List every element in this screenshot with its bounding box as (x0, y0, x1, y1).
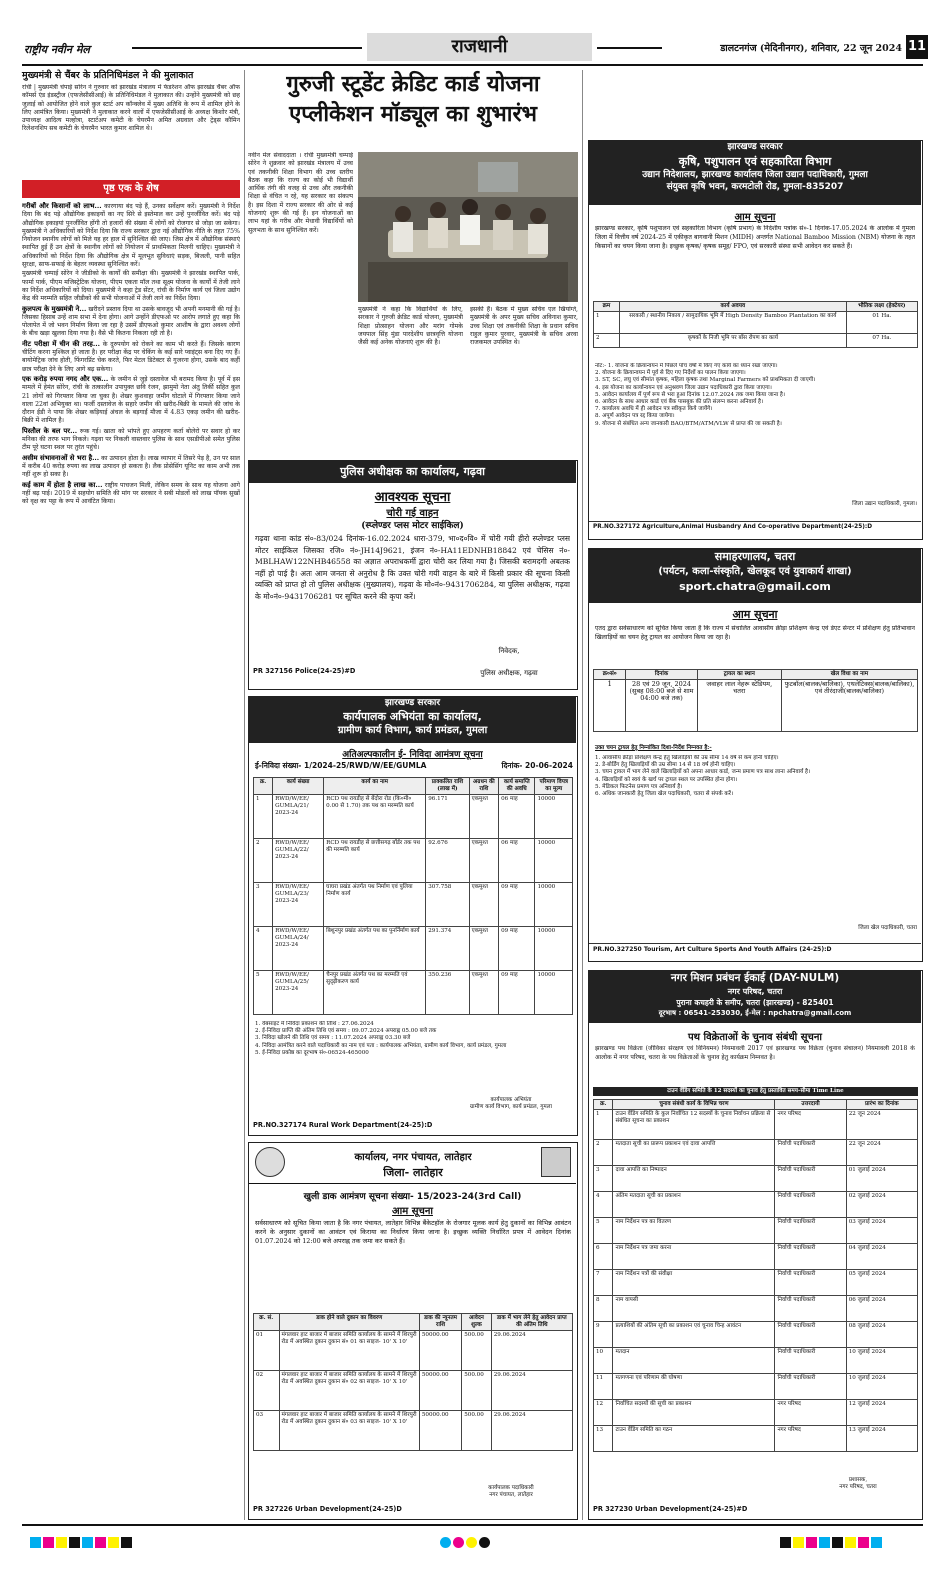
story-headline: मुख्यमंत्री से चैंबर के प्रतिनिधिमंडल ने की मुलाकात (22, 70, 194, 81)
agri-gov: झारखण्ड सरकार (727, 142, 783, 152)
lead-headline-2: एप्लीकेशन मॉड्यूल का शुभारंभ (289, 101, 537, 127)
page-number: 11 (906, 35, 928, 59)
chatra-signature: जिला खेल पदाधिकारी, चतरा (858, 925, 917, 931)
table-row: 3 दावा आपत्ति का निष्पादन निर्वाची पदाधिकारी 01 जुलाई 2024 (594, 1166, 918, 1192)
table-row: 9 प्रत्याशियों की अंतिम सूची का प्रकाशन एवं चुनाव चिन्ह आवंटन निर्वाची पदाधिकारी 08 जुलाई 2024 (594, 1322, 918, 1348)
rwd-dates: 1. वेबसाइट में निविदा प्रकाशन की तिथि : 27.06.2024 2. ई-निविदा प्राप्ति की अंतिम तिथि एवं समय : 09.07.2024 अपराह्न 05.00 बजे तक 3. निविदा खोलने की तिथि एवं समय : 11.07.2024 अपराह्न 03.30 बजे 4. निविदा आमंत्रित करने वाले पदाधिकारी का नाम एवं पता : कार्यपालक अभियंता, ग्रामीण कार्य विभाग, कार्य प्रमंडल, गुमला 5. ई-निविदा प्रकोष्ठ का दूरभाष सं०-06524-465000 (255, 1021, 507, 1056)
nulm-signature: प्रशासक, नगर परिषद, चतरा (839, 1477, 877, 1491)
table-row: 4 अंतिम मतदाता सूची का प्रकाशन निर्वाची पदाधिकारी 02 जुलाई 2024 (594, 1192, 918, 1218)
rwd-ref-date: दिनांक- 20-06-2024 (501, 761, 573, 770)
police-office: पुलिस अधीक्षक का कार्यालय, गढ़वा (249, 461, 576, 483)
nulm-body: झारखण्ड पथ विक्रेता (जीविका संरक्षण एवं विनियमन) नियमावली 2017 एवं झारखण्ड पथ विक्रेता (चुनाव संचालन) नियमावली 2018 के आलोक में नगर परिषद, चतरा के पथ विक्रेताओं के चुनाव हेतु कार्यक्रम निम्नवत है। (595, 1045, 915, 1061)
rwd-th-code: कार्य संख्या (273, 778, 324, 795)
rwd-title: अतिअल्पकालीन ई- निविदा आमंत्रण सूचना (342, 750, 483, 760)
color-registration-strip-right (780, 1533, 920, 1545)
chatra-table: क्र०सं० दिनांक ट्रायल का स्थान खेल विधा का नाम 1 28 एवं 29 जून, 2024 (सुबह 08:00 बजे से शाम 04:00 बजे तक) जवाहर लाल नेहरू स्टेडियम, चतरा फुटबॉल(बालक/बालिका), एथलेटिक्स(बालक/बालिका), एवं तीरंदाजी(बालक/बालिका) (593, 669, 918, 732)
latehar-table: क्र. सं. डाक होने वाले दुकान का विवरण डाक की न्यूनतम राशि आवेदन शुल्क डाक में भाग लेने हेतु आवेदन प्राप्त की अंतिम तिथि 01 मंगलवार हाट बाजार में बाजार समिति कार्यालय के सामने में शिरपुरी रोड में अवस्थित दुकान दुकान सं० 01 का साइज- 10' X 10' 50000.00 500.00 29.06.2024 02 मंगलवार हाट बाजार में बाजार समिति कार्यालय के सामने में शिरपुरी रोड में अवस्थित दुकान दुकान सं० 02 का साइज- 10' X 10' 50000.00 500.00 29.06.2024 03 मंगलवार हाट बाजार में बाजार समिति कार्यालय के सामने में शिरपुरी रोड में अवस्थित दुकान दुकान सं० 03 का साइज- 10' X 10' 50000.00 500.00 29.06.2024 (253, 1313, 573, 1451)
meeting-photo (358, 152, 578, 302)
latehar-signature: कार्यपालक पदाधिकारी नगर पंचायत, लातेहार (488, 1485, 534, 1499)
police-title: आवश्यक सूचना (374, 490, 451, 505)
agri-office: उद्यान निदेशालय, झारखण्ड कार्यालय जिला उद्यान पदाधिकारी, गुमला (642, 170, 868, 180)
chatra-rules: 1. आवासीय क्रीड़ा प्रशिक्षण केन्द्र हेतु खिलाड़ियों की उम्र सीमा 14 वर्ष से कम होनी चाहिए। 2. डे-बोर्डिंग हेतु खिलाड़ियों की उम्र सीमा 14 से 18 वर्ष होनी चाहिए। 3. चयन ट्रायल में भाग लेने वाले खिलाड़ियों को अपना आधार कार्ड, जन्म प्रमाण पत्र साथ लाना अनिवार्य है। 4. खिलाड़ियों को स्वयं के खर्च पर ट्रायल स्थल पर उपस्थित होना होगा। 5. मेडिकल फिटनेस प्रमाण पत्र अनिवार्य है। 6. अधिक जानकारी हेतु जिला खेल पदाधिकारी, चतरा से संपर्क करें। (595, 755, 811, 798)
latehar-pr: PR 327226 Urban Development(24-25)D (253, 1505, 402, 1513)
table-row: 7 नाम निर्देशन पत्रों की संवीक्षा निर्वाची पदाधिकारी 05 जुलाई 2024 (594, 1270, 918, 1296)
rwd-ref: ई-निविदा संख्या- 1/2024-25/RWD/W/EE/GUMLA (255, 761, 427, 770)
rwd-notice (248, 696, 578, 1136)
rwd-gov: झारखण्ड सरकार (384, 698, 441, 708)
agri-pr: PR.NO.327172 Agriculture,Animal Husbandry And Co-operative Department(24-25):D (589, 521, 921, 532)
rwd-table-wrap (253, 777, 573, 1017)
table-row: 10 मतदान निर्वाची पदाधिकारी 10 जुलाई 2024 (594, 1348, 918, 1374)
lead-col-3: इसकी हैं। बैठक में मुख्य सचिव एल खियांग्ते, मुख्यमंत्री के अपर मुख्य सचिव अविनाश कुमार, उच्च शिक्षा एवं तकनीकी शिक्षा के प्रधान सचिव राहुल कुमार पुरवार, मुख्यमंत्री के सचिव अरवा राजकमल उपस्थित थे। (470, 306, 578, 347)
nulm-timeline-label: टाउन वेंडिंग समिति के 12 सदस्यों का चुनाव हेतु प्रस्तावित समय-सीमा Time Line (593, 1087, 918, 1096)
agri-body: झारखण्ड सरकार, कृषि पशुपालन एवं सहकारिता विभाग (कृषि प्रभाग) के निदेशीय पत्रांक सं०-1 दिनांक-17.05.2024 के आलोक में गुमला जिला में वित्तीय वर्ष 2024-25 में एकीकृत बागवानी मिशन (MIDH) अन्तर्गत National Bamboo Mission (NBM) योजना के तहत किसानों का चयन किया जाना है। इच्छुक कृषक/ कृषक समूह/ FPO, एवं सरकारी संस्था सभी आवेदन कर सकते हैं। (595, 225, 915, 250)
color-registration-strip-left (30, 1533, 170, 1545)
nagar-emblem-right (541, 1147, 571, 1177)
latehar-subtitle: आम सूचना (392, 1206, 433, 1217)
table-row: 3 RWD/W/EE/ GUMLA/23/ 2023-24 घाघरा प्रखंड अंतर्गत पथ निर्माण एवं पुलिया निर्माण कार्य 307.758 एकमुश्त 09 माह 10000 (254, 883, 573, 927)
rwd-office: कार्यपालक अभियंता का कार्यालय, (343, 710, 482, 723)
rwd-pr: PR.NO.327174 Rural Work Department(24-25):D (253, 1121, 433, 1129)
lead-col-2: मुख्यमंत्री ने कहा कि विद्यार्थियों के लिए, सरकार ने गुरुजी क्रेडिट कार्ड योजना, मुख्यमंत्री शिक्षा प्रोत्साहन योजना और मरांग गोमके जयपाल सिंह मुंडा पारदेशीय छात्रवृत्ति योजना जैसी कई अनेक योजनाएं शुरू की है। (358, 306, 463, 347)
chatra-title: आम सूचना (732, 608, 778, 621)
latehar-district: जिला- लातेहार (383, 1166, 443, 1179)
nulm-office: नगर परिषद, चतरा (727, 987, 783, 996)
latehar-notice (248, 1142, 578, 1520)
left-column (22, 70, 240, 1520)
continued-text: गरीबों और किसानों को लाभ... कारगाया बंद पड़े हैं, उनका सर्वेक्षण करें। मुख्यमंत्री ने निर्देश दिया कि बंद पड़े औद्योगिक इकाइयों का नए सिरे से इस्तेमाल कर उन्हें पुनर्जीवित करें। बंद पड़े औद्योगिक इकाइयां पुनर्जीवित होंगी तो हजारों की संख्या में लोगों को रोजगार से जोड़ा जा सकेगा। मुख्यमंत्री ने अधिकारियों को निर्देश दिया कि राज्य सरकार द्वारा नई औद्योगिक नीति के तहत 75% नियोजन स्थानीय लोगों को मिले यह हर हाल में सुनिश्चित की जाए। जिस क्षेत्र में औद्योगिक संस्थाएं स्थापित हुई हैं उन क्षेत्रों के स्थानीय लोगों को नियोजन में प्राथमिकता मिलनी चाहिए। मुख्यमंत्री ने अधिकारियों को निर्देश दिया कि औद्योगिक क्षेत्र में मूलभूत सुविधाएं सड़क, बिजली, पानी सहित सुरक्षा, साफ-सफाई के बेहतर व्यवस्था सुनिश्चित करें। मुख्यमंत्री चम्पाई सोरेन ने जीडीको के कार्यों की समीक्षा की। मुख्यमंत्री ने झारखंड स्थापित पार्क, फार्मा पार्क, पीएम मजिस्ट्रेटिक योजना, पीएम एकता मॉल तथा सूक्ष्म योजना के कार्यों में तेजी लाने का निर्देश अधिकारियों को दिया। मुख्यमंत्री ने कहा ट्रेड सेंटर, रांची के निर्माण कार्य एवं जिला उद्योग केंद्र की मरम्मति सहित जीडीको की सभी योजनाओं में तेजी लाने का निर्देश दिया। कुलपत्य के मुख्यमंत्री ने... खरीदने प्रस्ताव दिया था उसके बावजूद भी अपनी मनमानी की गई है। जिसका हिसाब उन्हें शाम सभा में देना होगा। आगे उन्होंने डीएफओ पर आरोप लगाते हुए कहा कि पोलापेत में जो भवन निर्माण किया जा रहा है उसमें डीएफओ कुमार आशीष के द्वारा अवश्य लोगों के बीच खड़ा खुलवा दिया गया है। वैसे भी कितना निकला रही तो है। नीट परीक्षा में चीन की तरह... के दुरुपयोग को रोकने का काम भी करते हैं। जिसके कारण चीटिंग करना मुश्किल हो जाता है। हर परीक्षा केंद्र पर चेकिंग के कई सारे प्वाइंट्स बना दिए गए हैं। बायोमेट्रिक जांच होती, फिंगरप्रिंट चेक करते, फिर मेटल डिटेक्टर से गुजरना होगा, उसके बाद कहीं छात्र परीक्षा देने के लिए आगे बढ़ सकेगा। एक करोड़ रुपया नगद और एक... के जमीन से जुड़े दस्तावेज भी बरामद किया है। पूर्व में इस मामले में हेमंत सोरेन, रांची के तत्कालीन उपायुक्त छवि रंजन, झामुमो नेता अंतु तिर्की सहित कुल 21 लोगों को गिरफ्तार किया जा चुका है। शेखर कुशवाहा जमीन घोटाले में गिरफ्तार किया जाने वाला 22वां अभियुक्त था। फर्जी दस्तावेज के सहारे जमीन की खरीद-बिक्री के मामले की जांच के दौरान ईडी ने पाया कि शेखर कड़ियाई अंचल के बड़गाईं मौजा में 4.83 एकड़ जमीन की खरीद-बिक्री में शामिल है। पिस्तौल के बल पर... रूक गई। खाता को भांपते हुए अपहरण कर्ता बोलेरो पर सवार हो कर मनिका की तरफ भाग निकले। गढ़वा पर निकली वास्तवार पुलिस के साथ एसडीपीओ समेत पुलिस टीम पूरे घटना स्थल पर तुरंत पहुंचे। असीम संभावनाओं से भरा है... का उत्पादन होता है। लाख व्यापार में तिसरे पेड़ है, उन पर साल में करीब 40 करोड़ रुपया का लाख उत्पादन हो सकता है। लैक प्रोसेसिंग यूनिट का काम अभी तक नहीं शुरू हो सका है। कई काम में होता है लाख का... राष्ट्रीय पाचजन मिली, लेकिन समय के साथ यह योजना आगे नहीं बढ़ पाई। 2019 में सहयोग समिति की मांग पर सरकार ने सबी मोडलों को लाख पॉयक सुखों को वृक्ष का पट्टा के रूप में आवंटित किया। (22, 202, 240, 506)
latehar-body: सर्वसाधारण को सूचित किया जाता है कि नगर पंचायत, लातेहार विभिन्न बैंकेटहॉल के रोजगार मूलक कार्य हेतु दुकानों का विभिन्न आवंटन करने के अनुसार दुकानों का आवंटन एवं किराया का निर्धारण किया जाना है। इच्छुक व्यक्ति निर्धारित प्रपत्र में आवेदन दिनांक 01.07.2024 को 12:00 बजे अपराह्न तक जमा कर सकते हैं। (255, 1219, 571, 1245)
rwd-table (253, 777, 573, 1015)
police-subtitle-2: (स्प्लेण्डर प्लस मोटर साईकिल) (361, 521, 464, 531)
table-row: 03 मंगलवार हाट बाजार में बाजार समिति कार्यालय के सामने में शिरपुरी रोड में अवस्थित दुकान दुकान सं० 03 का साइज- 10' X 10' 50000.00 500.00 29.06.2024 (254, 1411, 573, 1451)
nulm-heading: पथ विक्रेताओं के चुनाव संबंधी सूचना (687, 1032, 822, 1043)
nulm-notice (588, 970, 923, 1520)
section-label: राजधानी (367, 33, 592, 61)
rwd-th-time: कार्य समाप्ति की अवधि (499, 778, 535, 795)
table-row: 13 टाउन वेंडिंग समिति का गठन नगर परिषद 13 जुलाई 2024 (594, 1426, 918, 1452)
table-row: 6 नाम निर्देशन पत्र जमा करना निर्वाची पदाधिकारी 04 जुलाई 2024 (594, 1244, 918, 1270)
nulm-table: क्र. चुनाव संबंधी कार्य के विभिन्न चरण उत्तरदायी प्रारंभ का दिनांक 1 टाउन वेंडिंग समिति के कुल निर्वाचित 12 सदस्यों के चुनाव निर्वाचन प्रक्रिया से संबंधित सूचना का प्रकाशन नगर परिषद 22 जून 2024 2 मतदाता सूची का प्रारूप प्रकाशन एवं दावा आपत्ति निर्वाची पदाधिकारी 22 जून 2024 3 दावा आपत्ति का निष्पादन निर्वाची पदाधिकारी 01 जुलाई 2024 4 अंतिम मतदाता सूची का प्रकाशन निर्वाची पदाधिकारी 02 जुलाई 2024 5 नाम निर्देशन पत्र का वितरण निर्वाची पदाधिकारी 03 जुलाई 2024 6 नाम निर्देशन पत्र जमा करना निर्वाची पदाधिकारी 04 जुलाई 2024 7 नाम निर्देशन पत्रों की संवीक्षा निर्वाची पदाधिकारी 05 जुलाई 2024 8 नाम वापसी निर्वाची पदाधिकारी 06 जुलाई 2024 9 प्रत्याशियों की अंतिम सूची का प्रकाशन एवं चुनाव चिन्ह आवंटन निर्वाची पदाधिकारी 08 जुलाई 2024 10 मतदान निर्वाची पदाधिकारी 10 जुलाई 2024 11 मतगणना एवं परिणाम की घोषणा निर्वाची पदाधिकारी 10 जुलाई 2024 12 निर्वाचित सदस्यों की सूची का प्रकाशन नगर परिषद 12 जुलाई 2024 13 टाउन वेंडिंग समिति का गठन नगर परिषद 13 जुलाई 2024 (593, 1099, 918, 1452)
table-row: 5 RWD/W/EE/ GUMLA/25/ 2023-24 चैनपुर प्रखंड अंतर्गत पथ का मरम्मति एवं सुदृढ़ीकरण कार्य 350.236 एकमुश्त 09 माह 10000 (254, 971, 573, 1015)
nulm-pr: PR 327230 Urban Development(24-25)#D (593, 1505, 748, 1513)
agri-table: क्रम कार्य अवयव भौतिक लक्ष्य (हेक्टेयर) 1 सरकारी / स्थानीय निकाय / सामुदायिक भूमि में High Density Bamboo Plantation का कार्य 01 Ha. 2 कृषकों के निजी भूमि पर बाँस रोपण का कार्य 07 Ha. (593, 301, 918, 348)
latehar-office: कार्यालय, नगर पंचायत, लातेहार (354, 1152, 472, 1163)
latehar-table-wrap (253, 1313, 573, 1483)
table-row: 4 RWD/W/EE/ GUMLA/24/ 2023-24 बिशुनपुर प्रखंड अंतर्गत पथ का पुनर्निर्माण कार्य 291.374 एकमुश्त 09 माह 10000 (254, 927, 573, 971)
nagar-emblem-left (255, 1147, 285, 1177)
story-body: रांची | मुख्यमंत्री चंपाई सोरेन ने गुरुवार को झारखंड मंत्रालय में फेडरेशन ऑफ झारखंड चैंबर ऑफ कॉमर्स एंड इंडस्ट्रीज (एफजेसीसीआई) के प्रतिनिधिमंडल ने मुलाकात की। उन्होंने मुख्यमंत्री को छह जुलाई को आयोजित होने वाले कुल स्टार्ट अप कॉन्क्लेव में मुख्य अतिथि के रूप में शामिल होने के लिए आमंत्रित किया। मुख्यमंत्री ने मुलाकात करने वालों में एफजेसीसीआई के अध्यक्ष किशोर मंत्री, उपाध्यक्ष आदित्य मल्होत्रा, स्टार्टअप कमेटी के चेयरमैन अमित अग्रवाल और ट्रेड्स कौमिन रिलेशनशिप सब कमेटी के चेयरमैन भारत कुमार शामिल थे। (22, 84, 240, 133)
masthead (22, 33, 927, 63)
table-row: 02 मंगलवार हाट बाजार में बाजार समिति कार्यालय के सामने में शिरपुरी रोड में अवस्थित दुकान दुकान सं० 02 का साइज- 10' X 10' 50000.00 500.00 29.06.2024 (254, 1371, 573, 1411)
continued-banner: पृष्ठ एक के शेष (22, 180, 240, 198)
rwd-signature: कार्यपालक अभियंता ग्रामीण कार्य विभाग, कार्य प्रमंडल, गुमला (469, 1097, 552, 1111)
chatra-table-wrap (593, 669, 918, 741)
lead-story (248, 70, 578, 455)
chatra-notice (588, 548, 923, 962)
police-notice (248, 460, 578, 690)
rwd-th-earnest: अग्रधन की राशि (469, 778, 498, 795)
rwd-office-2: ग्रामीण कार्य विभाग, कार्य प्रमंडल, गुमला (337, 725, 488, 736)
police-signature-2: पुलिस अधीक्षक, गढ़वा (480, 669, 538, 677)
chatra-rules-head: उक्त चयन ट्रायल हेतु निम्नांकित दिशा-निर्देश निम्नवत है:- (595, 745, 712, 751)
chatra-office: समाहरणालय, चतरा (714, 550, 796, 563)
latehar-title: खुली डाक आमंत्रण सूचना संख्या- 15/2023-24(3rd Call) (303, 1192, 522, 1202)
police-subtitle: चोरी गई वाहन (386, 508, 439, 519)
table-row: 5 नाम निर्देशन पत्र का वितरण निर्वाची पदाधिकारी 03 जुलाई 2024 (594, 1218, 918, 1244)
agri-table-wrap (593, 301, 918, 361)
agri-dept: कृषि, पशुपालन एवं सहकारिता विभाग (678, 155, 832, 168)
chatra-email: sport.chatra@gmail.com (679, 580, 831, 593)
chatra-body: एतद द्वारा सर्वसाधारण को सूचित किया जाता है कि राज्य में संचालित आवासीय क्रीड़ा प्रशिक्षण केन्द्र एवं डेएट सेन्टर में प्रशिक्षण हेतु प्रतिभावान खिलाड़ियों का चयन हेतु ट्रायल का आयोजन किया जा रहा है। (595, 625, 915, 641)
dateline: डालटनगंज (मेदिनीनगर), शनिवार, 22 जून 2024 (720, 43, 902, 54)
table-row: 1 सरकारी / स्थानीय निकाय / सामुदायिक भूमि में High Density Bamboo Plantation का कार्य 01 Ha. (594, 312, 918, 334)
paper-name: राष्ट्रीय नवीन मेल (24, 43, 90, 56)
table-row: 1 टाउन वेंडिंग समिति के कुल निर्वाचित 12 सदस्यों के चुनाव निर्वाचन प्रक्रिया से संबंधित सूचना का प्रकाशन नगर परिषद 22 जून 2024 (594, 1110, 918, 1140)
nulm-title: नगर मिशन प्रबंधन ईकाई (DAY-NULM) (670, 972, 840, 984)
police-body: गढ़वा थाना कांड सं०-83/024 दिनांक-16.02.2024 धारा-379, भा०द०वि० में चोरी गयी हीरो स्प्लेण्डर प्लस मोटर साईकिल जिसका रजि० नं०-JH14J9621, इंजन नं०-HA11EDNHB18842 एवं चेसिस नं०-MBLHAW122NHB46558 का अज्ञात अपराधकर्मी द्वारा चोरी कर लिया गया है। जिसकी बरामदगी अबतक नहीं हो पाई है। अतः आम जनता से अनुरोध है कि उक्त चोरी गयी वाहन के बारे में किसी प्रकार की सूचना किसी व्यक्ति को प्राप्त हो तो पुलिस अधीक्षक (मुख्यालय), गढ़वा के मो०नं०-9431706284, या पुलिस अधीक्षक, गढ़वा के मो०नं०-9431706281 पर सूचित करने की कृपा करें। (255, 534, 570, 601)
table-row: 2 मतदाता सूची का प्रारूप प्रकाशन एवं दावा आपत्ति निर्वाची पदाधिकारी 22 जून 2024 (594, 1140, 918, 1166)
agri-address: संयुक्त कृषि भवन, करमटोली रोड, गुमला-835207 (666, 182, 844, 192)
police-pr: PR 327156 Police(24-25)#D (253, 667, 356, 675)
rwd-th-name: कार्य का नाम (324, 778, 426, 795)
table-row: 8 नाम वापसी निर्वाची पदाधिकारी 06 जुलाई 2024 (594, 1296, 918, 1322)
chatra-pr: PR.NO.327250 Tourism, Art Culture Sports And Youth Affairs (24-25):D (589, 943, 921, 955)
lead-headline-1: गुरुजी स्टूडेंट क्रेडिट कार्ड योजना (286, 71, 540, 97)
chatra-dept: (पर्यटन, कला-संस्कृति, खेलकूद एवं युवाकार्य शाखा) (658, 566, 852, 577)
table-row: 01 मंगलवार हाट बाजार में बाजार समिति कार्यालय के सामने में शिरपुरी रोड में अवस्थित दुकान दुकान सं० 01 का साइज- 10' X 10' 50000.00 500.00 29.06.2024 (254, 1331, 573, 1371)
agri-title: आम सूचना (734, 212, 776, 223)
nulm-address: पुराना कचहरी के समीप, चतरा (झारखण्ड) - 825401 (676, 998, 834, 1007)
lead-col-1: नवीन मेल संवाददाता । रांची मुख्यमंत्री चम्पाई सोरेन ने शुक्रवार को झारखंड मंत्रालय में उच्च एवं तकनीकी शिक्षा विभाग की उच्च स्तरीय बैठक कहा कि राज्य का कोई भी विद्यार्थी आर्थिक तंगी की वजह से उच्च और तकनीकी शिक्षा से वंचित न रहे, यह सरकार का संकल्प है। इस दिशा में राज्य सरकार की ओर से कई योजनाएं शुरू की गई हैं। इन योजनाओं का लाभ यहां के गरीब और मेधावी विद्यार्थियों को सुलभता के साथ सुनिश्चित करें। (248, 152, 353, 234)
agri-notes: नोट:- 1. योजना के क्रियान्वयन में पिछले पाँच वर्षों में किए गए कार्य का ध्यान रखा जाएगा। 2. योजना के क्रियान्वयन में पूर्व से दिए गए निर्देशों का पालन किया जाएगा। 3. ST, SC, लघु एवं सीमांत कृषक, महिला कृषक तथा Marginal Farmers को प्राथमिकता दी जाएगी। 4. इस योजना का कार्यान्वयन एवं अनुश्रवण जिला उद्यान पदाधिकारी द्वारा किया जाएगा। 5. आवेदन कार्यालय में पूर्ण रूप से भरा हुआ दिनांक 12.07.2024 तक जमा किया जाना है। 6. आवेदन के साथ आधार कार्ड एवं बैंक पासबुक की प्रति संलग्न करना अनिवार्य है। 7. कार्यालय अवधि में ही आवेदन पत्र स्वीकृत किये जायेंगे। 8. अपूर्ण आवेदन पत्र रद्द किया जायेगा। 9. योजना से संबंधित अन्य जानकारी BAO/BTM/ATM/VLW से प्राप्त की जा सकती है। (595, 363, 816, 427)
table-row: 2 कृषकों के निजी भूमि पर बाँस रोपण का कार्य 07 Ha. (594, 334, 918, 348)
table-row: 1 RWD/W/EE/ GUMLA/21/ 2023-24 RCD पथ रायडीह से बेंदोरा रोड (कि०मी० 0.00 से 1.70) तक पथ का मरम्मति कार्य 96.171 एकमुश्त 06 माह 10000 (254, 795, 573, 839)
color-registration-strip-center (440, 1533, 520, 1545)
police-signature: निवेदक, (498, 647, 520, 655)
table-row: 1 28 एवं 29 जून, 2024 (सुबह 08:00 बजे से शाम 04:00 बजे तक) जवाहर लाल नेहरू स्टेडियम, चतरा फुटबॉल(बालक/बालिका), एथलेटिक्स(बालक/बालिका), एवं तीरंदाजी(बालक/बालिका) (594, 680, 918, 732)
table-row: 2 RWD/W/EE/ GUMLA/22/ 2023-24 RCD पथ रायडीह से छत्तीसगढ़ बॉर्डर तक पथ की मरम्मति कार्य 92.676 एकमुश्त 06 माह 10000 (254, 839, 573, 883)
nulm-table-wrap (593, 1099, 918, 1489)
nulm-contact: दूरभाष : 06541-253030, ई-मेल : npchatra@gmail.com (658, 1009, 852, 1017)
agri-signature: जिला उद्यान पदाधिकारी, गुमला। (852, 501, 917, 507)
table-row: 11 मतगणना एवं परिणाम की घोषणा निर्वाची पदाधिकारी 10 जुलाई 2024 (594, 1374, 918, 1400)
agri-notice (588, 140, 923, 540)
rwd-th-sl: क्र. (254, 778, 273, 795)
rwd-th-cost: परिमाण विपत्र का मूल्य (535, 778, 573, 795)
table-row: 12 निर्वाचित सदस्यों की सूची का प्रकाशन नगर परिषद 12 जुलाई 2024 (594, 1400, 918, 1426)
rwd-th-amount: प्राक्कलित राशि (लाख में) (426, 778, 469, 795)
